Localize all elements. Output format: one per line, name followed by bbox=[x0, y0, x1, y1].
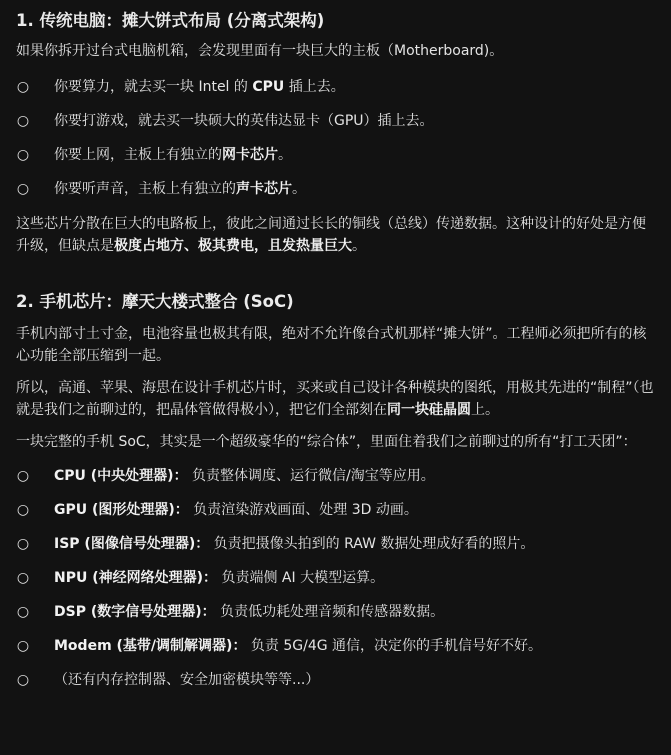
list-item: ○ 你要听声音，主板上有独立的声卡芯片。 bbox=[16, 178, 657, 212]
bullet-circle-icon: ○ bbox=[16, 79, 30, 95]
bullet-circle-icon: ○ bbox=[16, 604, 30, 620]
list-item: ○ 你要打游戏，就去买一块硕大的英伟达显卡（GPU）插上去。 bbox=[16, 110, 657, 144]
section-2-paragraph-1: 手机内部寸土寸金，电池容量也极其有限，绝对不允许像台式机那样“摊大饼”。工程师必须把所有的核心功能全部压缩到一起。 bbox=[16, 326, 647, 364]
list-item: ○ Modem (基带/调制解调器)： 负责 5G/4G 通信，决定你的手机信号好不好。 bbox=[16, 635, 657, 669]
section-1-summary: 这些芯片分散在巨大的电路板上，彼此之间通过长长的铜线（总线）传递数据。这种设计的好处是方便升级，但缺点是极度占地方、极其费电，且发热量巨大。 bbox=[16, 216, 646, 254]
section-1-intro: 如果你拆开过台式电脑机箱，会发现里面有一块巨大的主板（Motherboard)。 bbox=[16, 43, 504, 59]
soc-components-list bbox=[16, 465, 657, 703]
list-item: ○ GPU (图形处理器)： 负责渲染游戏画面、处理 3D 动画。 bbox=[16, 499, 657, 533]
list-item: ○ ISP (图像信号处理器)： 负责把摄像头拍到的 RAW 数据处理成好看的照片。 bbox=[16, 533, 657, 567]
list-item: ○ NPU (神经网络处理器)： 负责端侧 AI 大模型运算。 bbox=[16, 567, 657, 601]
list-item: ○ 你要上网，主板上有独立的网卡芯片。 bbox=[16, 144, 657, 178]
list-item: ○ （还有内存控制器、安全加密模块等等...） bbox=[16, 669, 657, 703]
bullet-circle-icon: ○ bbox=[16, 570, 30, 586]
section-2-paragraph-3: 一块完整的手机 SoC，其实是一个超级豪华的“综合体”，里面住着我们之前聊过的所有“打工天团”： bbox=[16, 434, 637, 450]
list-item: ○ 你要算力，就去买一块 Intel 的 CPU 插上去。 bbox=[16, 76, 657, 110]
section-1-list bbox=[16, 76, 657, 212]
bullet-circle-icon: ○ bbox=[16, 181, 30, 197]
list-item: ○ CPU (中央处理器)： 负责整体调度、运行微信/淘宝等应用。 bbox=[16, 465, 657, 499]
section-2-heading: 2. 手机芯片：摩天大楼式整合 (SoC) bbox=[16, 292, 294, 311]
bullet-circle-icon: ○ bbox=[16, 672, 30, 688]
bullet-circle-icon: ○ bbox=[16, 638, 30, 654]
bullet-circle-icon: ○ bbox=[16, 468, 30, 484]
section-2-paragraph-2: 所以，高通、苹果、海思在设计手机芯片时，买来或自己设计各种模块的图纸，用极其先进的“制程”（也就是我们之前聊过的，把晶体管做得极小），把它们全部刻在同一块硅晶圆上。 bbox=[16, 380, 654, 418]
section-1-heading: 1. 传统电脑：摊大饼式布局 (分离式架构) bbox=[16, 11, 325, 30]
bullet-circle-icon: ○ bbox=[16, 536, 30, 552]
bullet-circle-icon: ○ bbox=[16, 147, 30, 163]
list-item: ○ DSP (数字信号处理器)： 负责低功耗处理音频和传感器数据。 bbox=[16, 601, 657, 635]
bullet-circle-icon: ○ bbox=[16, 113, 30, 129]
bullet-circle-icon: ○ bbox=[16, 502, 30, 518]
